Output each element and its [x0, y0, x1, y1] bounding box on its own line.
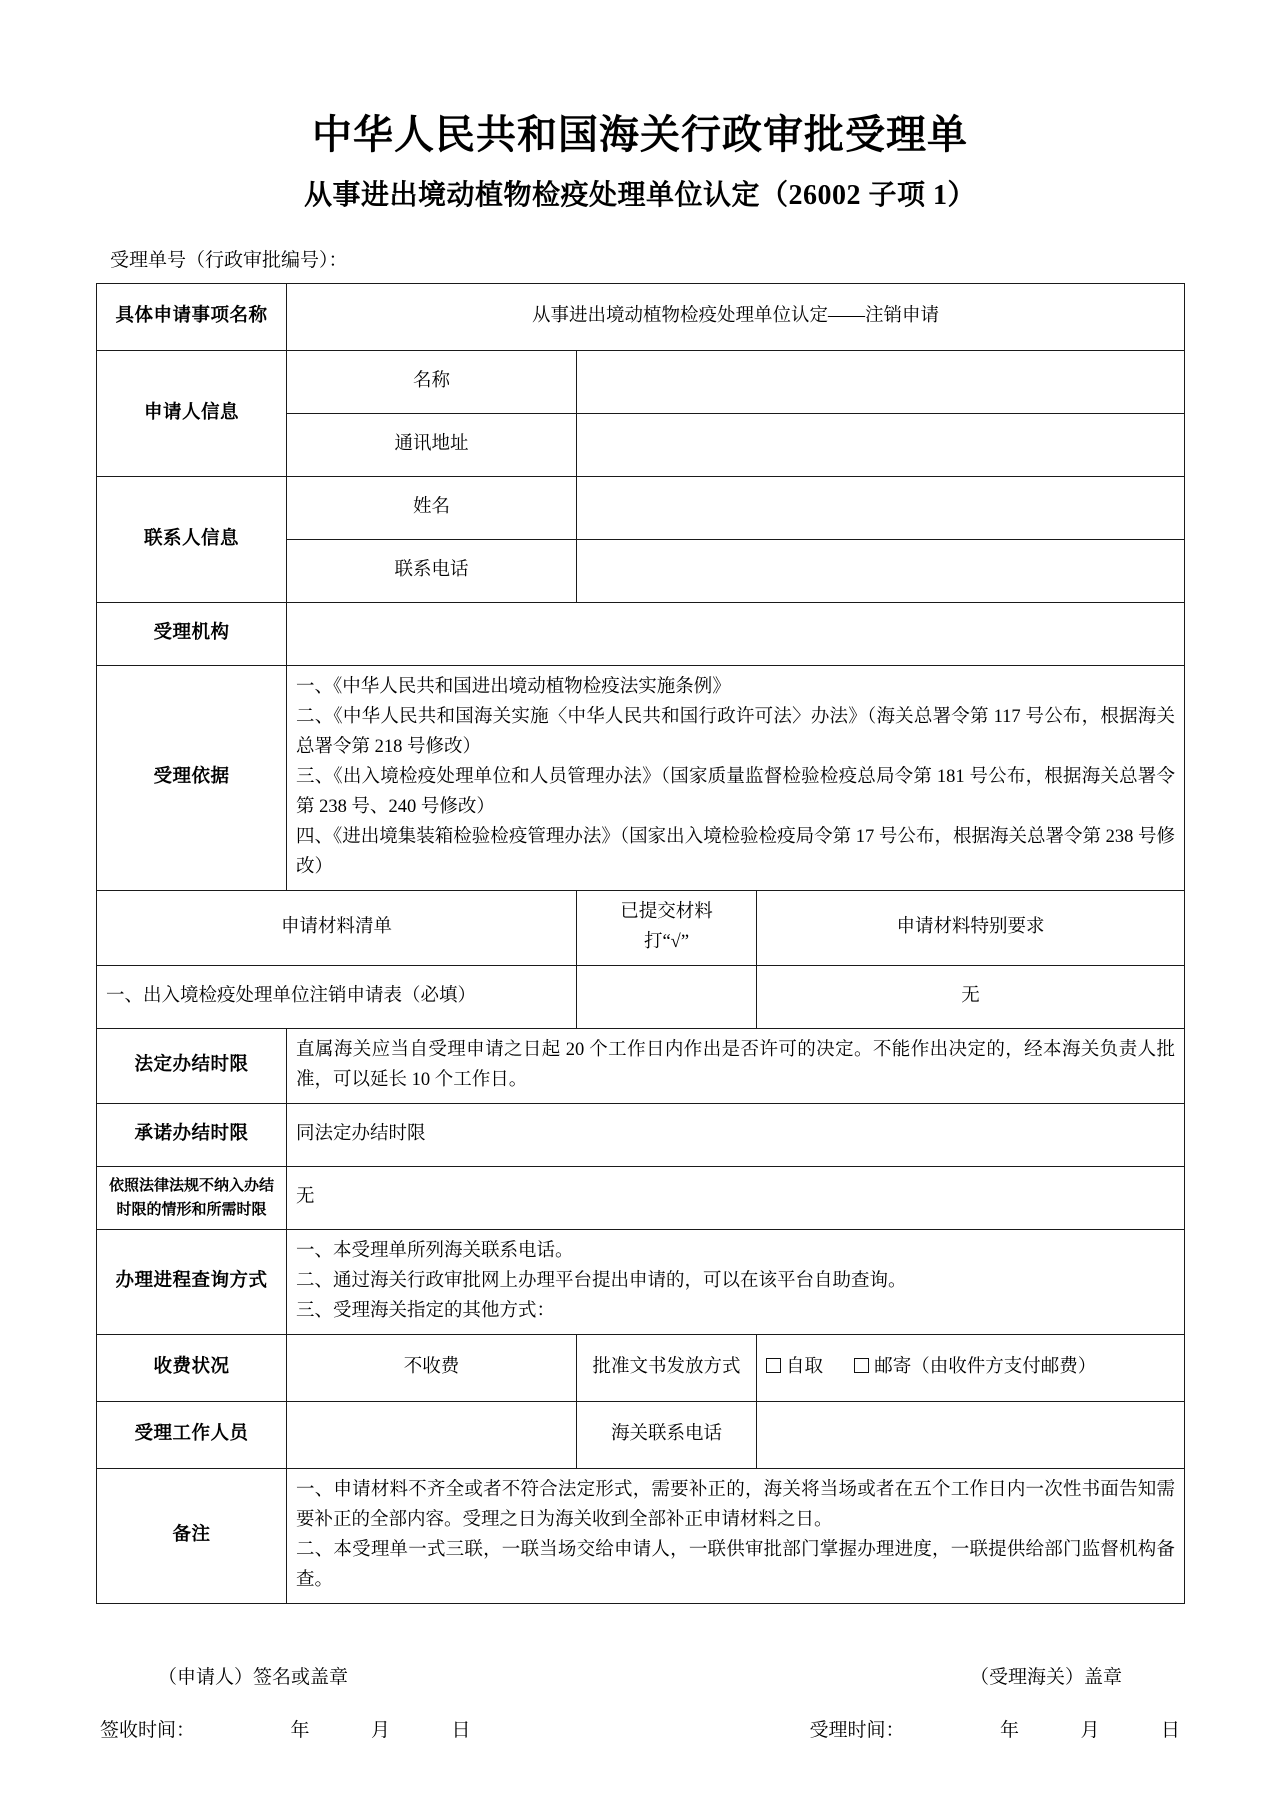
legal-basis-item-4: 四、《进出境集装箱检验检疫管理办法》（国家出入境检验检疫局令第 17 号公布，根据海关总署令第 238 号修改） — [296, 826, 1176, 877]
delivery-option-mail-label: 邮寄（由收件方支付邮费） — [874, 1357, 1097, 1378]
accept-date-group — [809, 1715, 1180, 1742]
submitted-materials-header-line1: 已提交材料 — [620, 901, 713, 922]
materials-list-header: 申请材料清单 — [97, 890, 577, 965]
contact-phone-field[interactable] — [577, 539, 1185, 602]
applicant-name-label: 名称 — [287, 350, 577, 413]
acceptance-form-table — [96, 283, 1185, 1604]
contact-phone-label: 联系电话 — [287, 539, 577, 602]
submitted-materials-header — [577, 890, 757, 965]
promised-limit-label: 承诺办结时限 — [97, 1103, 287, 1166]
remarks-item-1: 一、申请材料不齐全或者不符合法定形式，需要补正的，海关将当场或者在五个工作日内一次性书面告知需要补正的全部内容。受理之日为海关收到全部补正申请材料之日。 — [296, 1480, 1176, 1531]
signature-area — [96, 1662, 1184, 1742]
legal-basis-content — [287, 665, 1185, 890]
table-row-remarks — [97, 1469, 1185, 1604]
accept-org-field[interactable] — [287, 602, 1185, 665]
remarks-item-2: 二、本受理单一式三联，一联当场交给申请人，一联供审批部门掌握办理进度，一联提供给部门监督机构备查。 — [296, 1540, 1176, 1591]
table-row-applicant-name — [97, 350, 1185, 413]
table-row-fee-and-delivery — [97, 1335, 1185, 1402]
remarks-content — [287, 1469, 1185, 1604]
accept-month-unit: 月 — [1080, 1720, 1100, 1742]
staff-label: 受理工作人员 — [97, 1402, 287, 1469]
customs-seal-label: （受理海关）盖章 — [969, 1667, 1122, 1689]
table-row-legal-basis — [97, 665, 1185, 890]
signature-dates-row — [96, 1715, 1184, 1742]
fee-status-label: 收费状况 — [97, 1335, 287, 1402]
material-item-submitted-checkbox[interactable] — [577, 965, 757, 1028]
delivery-method-options — [757, 1335, 1185, 1402]
table-row-promised-limit — [97, 1103, 1185, 1166]
contact-info-label: 联系人信息 — [97, 476, 287, 602]
special-requirements-header: 申请材料特别要求 — [757, 890, 1185, 965]
applicant-address-label: 通讯地址 — [287, 413, 577, 476]
signature-labels-row — [96, 1662, 1184, 1689]
receipt-day-unit: 日 — [451, 1720, 471, 1742]
applicant-name-field[interactable] — [577, 350, 1185, 413]
contact-name-label: 姓名 — [287, 476, 577, 539]
delivery-method-label: 批准文书发放方式 — [577, 1335, 757, 1402]
applicant-address-field[interactable] — [577, 413, 1185, 476]
accept-time-label: 受理时间： — [809, 1720, 905, 1742]
receipt-date-group — [100, 1715, 471, 1742]
progress-query-content — [287, 1230, 1185, 1335]
table-row-progress-query — [97, 1230, 1185, 1335]
progress-query-item-3: 三、受理海关指定的其他方式： — [296, 1301, 556, 1322]
staff-field[interactable] — [287, 1402, 577, 1469]
progress-query-item-1: 一、本受理单所列海关联系电话。 — [296, 1241, 574, 1262]
material-item-name: 一、出入境检疫处理单位注销申请表（必填） — [97, 965, 577, 1028]
page-subtitle: 从事进出境动植物检疫处理单位认定（26002 子项 1） — [303, 180, 976, 211]
fee-status-value: 不收费 — [287, 1335, 577, 1402]
legal-basis-item-1: 一、《中华人民共和国进出境动植物检疫法实施条例》 — [296, 676, 731, 697]
checkbox-self-pickup-icon[interactable] — [766, 1358, 781, 1373]
progress-query-item-2: 二、通过海关行政审批网上办理平台提出申请的，可以在该平台自助查询。 — [296, 1271, 907, 1292]
table-row-materials-header — [97, 890, 1185, 965]
table-row-material-item — [97, 965, 1185, 1028]
remarks-label: 备注 — [97, 1469, 287, 1604]
matter-name-value: 从事进出境动植物检疫处理单位认定——注销申请 — [287, 283, 1185, 350]
table-row-accept-org — [97, 602, 1185, 665]
statutory-limit-value: 直属海关应当自受理申请之日起 20 个工作日内作出是否许可的决定。不能作出决定的，经本海关负责人批准，可以延长 10 个工作日。 — [287, 1028, 1185, 1103]
receipt-year-unit: 年 — [290, 1720, 310, 1742]
customs-phone-field[interactable] — [757, 1402, 1185, 1469]
table-row-excluded-limit — [97, 1166, 1185, 1230]
excluded-limit-label — [97, 1166, 287, 1230]
applicant-info-label: 申请人信息 — [97, 350, 287, 476]
accept-org-label: 受理机构 — [97, 602, 287, 665]
table-row-statutory-limit — [97, 1028, 1185, 1103]
serial-number-label: 受理单号（行政审批编号）： — [110, 250, 348, 272]
contact-name-field[interactable] — [577, 476, 1185, 539]
receipt-time-label: 签收时间： — [100, 1720, 196, 1742]
legal-basis-item-3: 三、《出入境检疫处理单位和人员管理办法》（国家质量监督检验检疫总局令第 181 号公布，根据海关总署令第 238 号、240 号修改） — [296, 766, 1176, 817]
statutory-limit-label: 法定办结时限 — [97, 1028, 287, 1103]
table-row-staff-and-phone — [97, 1402, 1185, 1469]
excluded-limit-label-line2: 时限的情形和所需时限 — [116, 1201, 267, 1218]
excluded-limit-label-line1: 依照法律法规不纳入办结 — [108, 1177, 274, 1194]
delivery-option-self-label: 自取 — [786, 1357, 824, 1378]
legal-basis-label: 受理依据 — [97, 665, 287, 890]
customs-phone-label: 海关联系电话 — [577, 1402, 757, 1469]
accept-day-unit: 日 — [1160, 1720, 1180, 1742]
submitted-materials-header-line2: 打“√” — [643, 931, 690, 952]
excluded-limit-value: 无 — [287, 1166, 1185, 1230]
legal-basis-item-2: 二、《中华人民共和国海关实施〈中华人民共和国行政许可法〉办法》（海关总署令第 117 号公布，根据海关总署令第 218 号修改） — [296, 706, 1176, 757]
promised-limit-value: 同法定办结时限 — [287, 1103, 1185, 1166]
table-row-matter-name — [97, 283, 1185, 350]
progress-query-label: 办理进程查询方式 — [97, 1230, 287, 1335]
applicant-signature-label: （申请人）签名或盖章 — [158, 1667, 349, 1689]
matter-name-label: 具体申请事项名称 — [97, 283, 287, 350]
table-row-contact-name — [97, 476, 1185, 539]
checkbox-mail-icon[interactable] — [854, 1358, 869, 1373]
accept-year-unit: 年 — [999, 1720, 1019, 1742]
material-item-special-requirement: 无 — [757, 965, 1185, 1028]
receipt-month-unit: 月 — [371, 1720, 391, 1742]
page-title: 中华人民共和国海关行政审批受理单 — [312, 112, 968, 157]
